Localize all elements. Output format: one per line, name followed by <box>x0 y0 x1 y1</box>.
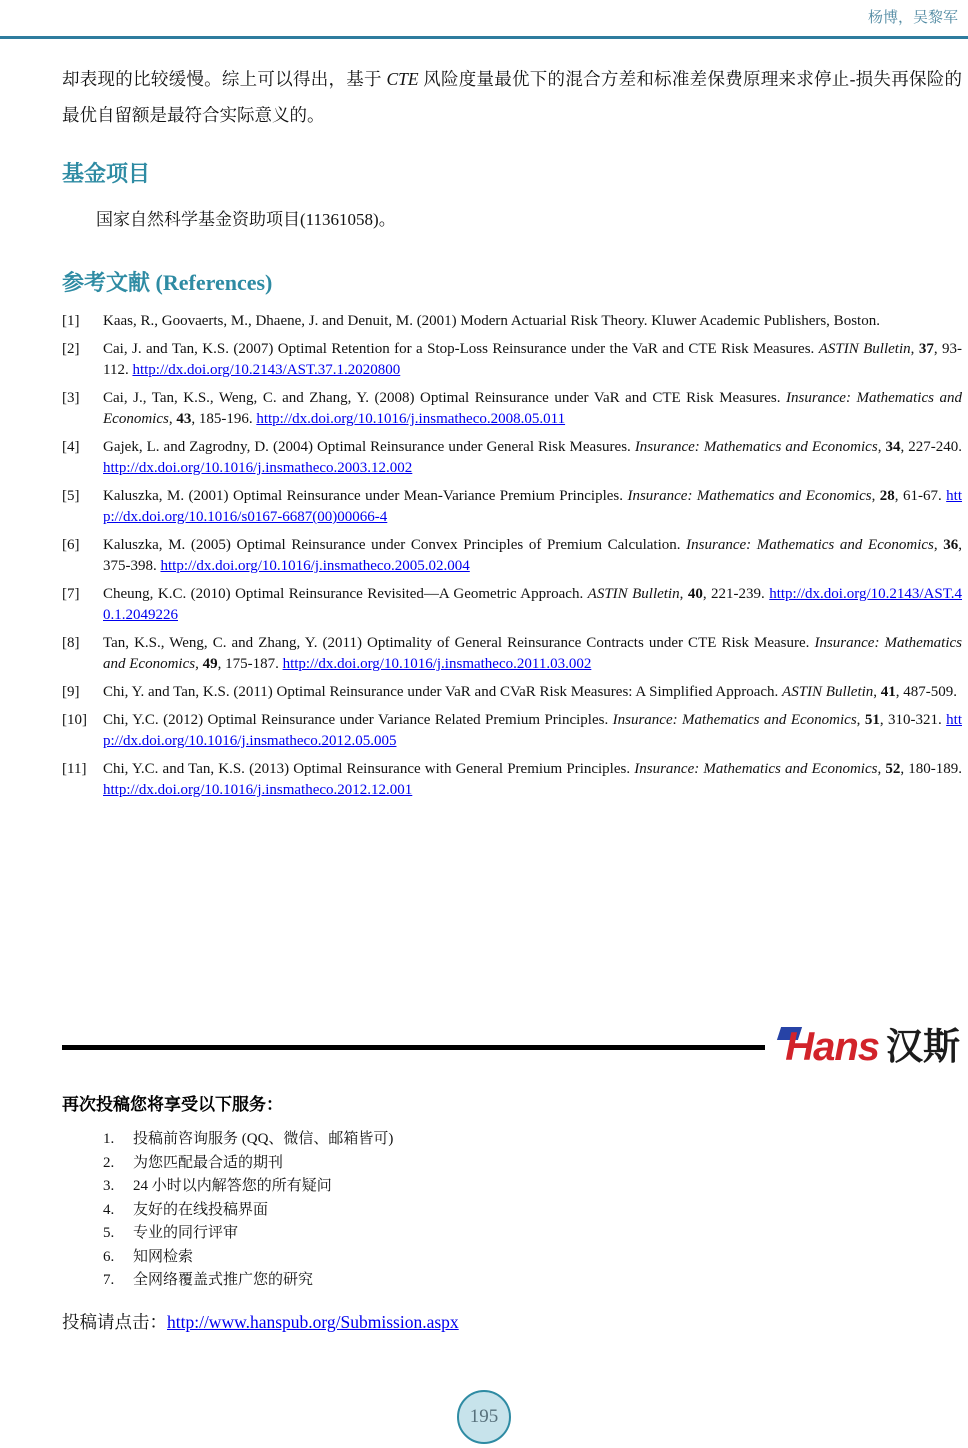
service-item-text: 专业的同行评审 <box>133 1225 239 1241</box>
reference-segment-text: Chi, Y. and Tan, K.S. (2011) Optimal Reinsurance under VaR and CVaR Risk Measures: A Simplified Approach. <box>103 684 783 700</box>
reference-segment-bold: 41 <box>880 684 896 700</box>
reference-segment-text: , 61-67. <box>894 488 947 504</box>
reference-number: [9] <box>62 684 80 700</box>
submission-link[interactable]: http://www.hanspub.org/Submission.aspx <box>167 1311 459 1332</box>
reference-segment-text: , <box>873 684 881 700</box>
reference-text <box>103 339 962 381</box>
reference-segment-text: Cai, J., Tan, K.S., Weng, C. and Zhang, Y. (2008) Optimal Reinsurance under VaR and CTE Risk Measures. <box>103 390 786 406</box>
reference-text <box>103 388 962 430</box>
reference-number: [6] <box>62 537 80 553</box>
reference-segment-text: , 180-189. <box>900 761 963 777</box>
reference-item <box>62 710 962 752</box>
reference-number: [11] <box>62 761 87 777</box>
reference-segment-italic: Insurance: Mathematics and Economics <box>103 390 963 427</box>
reference-segment-text: , 175-187. <box>217 656 283 672</box>
service-item-number: 2. <box>103 1154 115 1171</box>
reference-segment-text: , <box>877 439 886 455</box>
reference-text <box>103 633 962 675</box>
reference-segment-text: , <box>679 586 688 602</box>
service-item <box>62 1128 962 1152</box>
reference-segment-text: , <box>195 656 203 672</box>
service-item-text: 24 小时以内解答您的所有疑问 <box>133 1178 332 1194</box>
reference-segment-text: Chi, Y.C. and Tan, K.S. (2013) Optimal Reinsurance with General Premium Principles. <box>103 761 635 777</box>
reference-segment-italic: Insurance: Mathematics and Economics <box>634 439 878 455</box>
reference-segment-italic: Insurance: Mathematics and Economics <box>627 488 872 504</box>
service-item-number: 6. <box>103 1248 115 1265</box>
reference-doi-link[interactable]: http://dx.doi.org/10.1016/j.insmatheco.2012.12.001 <box>103 782 413 798</box>
reference-segment-text: , 487-509. <box>895 684 958 700</box>
promo-divider-line <box>62 1045 765 1050</box>
reference-segment-italic: Insurance: Mathematics and Economics <box>634 761 878 777</box>
reference-segment-italic: ASTIN Bulletin <box>782 684 874 700</box>
reference-segment-italic: ASTIN Bulletin <box>818 341 911 357</box>
service-item-text: 全网络覆盖式推广您的研究 <box>133 1272 314 1288</box>
hans-logo <box>777 1026 962 1068</box>
reference-item <box>62 633 962 675</box>
service-item <box>62 1222 962 1246</box>
reference-item <box>62 437 962 479</box>
reference-segment-bold: 43 <box>176 411 192 427</box>
reference-text <box>103 535 962 577</box>
reference-segment-text: , 310-321. <box>879 712 947 728</box>
reference-segment-text: Chi, Y.C. (2012) Optimal Reinsurance under Variance Related Premium Principles. <box>103 712 613 728</box>
service-item-number: 7. <box>103 1272 115 1288</box>
reference-segment-text: , 185-196. <box>191 411 257 427</box>
reference-segment-text: , <box>856 712 865 728</box>
reference-segment-bold: 40 <box>687 586 703 602</box>
reference-text <box>103 682 962 703</box>
reference-doi-link[interactable]: http://dx.doi.org/10.1016/j.insmatheco.2008.05.011 <box>256 411 566 427</box>
reference-doi-link[interactable]: http://dx.doi.org/10.1016/j.insmatheco.2003.12.002 <box>103 460 413 476</box>
reference-segment-bold: 28 <box>879 488 895 504</box>
service-item <box>62 1269 962 1293</box>
reference-segment-text: , <box>933 537 944 553</box>
service-item <box>62 1152 962 1176</box>
references-section-heading <box>62 266 962 297</box>
service-item-number: 3. <box>103 1178 115 1194</box>
reference-segment-italic: Insurance: Mathematics and Economics <box>612 712 857 728</box>
reference-number: [8] <box>62 635 80 651</box>
reference-item <box>62 584 962 626</box>
reference-doi-link[interactable]: http://dx.doi.org/10.1016/s0167-6687(00)00066-4 <box>103 488 963 525</box>
reference-segment-text: , 221-239. <box>702 586 770 602</box>
reference-number: [1] <box>62 313 80 329</box>
service-item <box>62 1199 962 1223</box>
reference-doi-link[interactable]: http://dx.doi.org/10.1016/j.insmatheco.2012.05.005 <box>103 712 962 749</box>
reference-doi-link[interactable]: http://dx.doi.org/10.1016/j.insmatheco.2011.03.002 <box>282 656 592 672</box>
reference-segment-italic: Insurance: Mathematics and Economics <box>103 635 962 672</box>
reference-segment-text: , 93-112. <box>103 341 962 378</box>
reference-segment-bold: 36 <box>943 537 959 553</box>
reference-segment-text: Gajek, L. and Zagrodny, D. (2004) Optimal Reinsurance under General Risk Measures. <box>103 439 635 455</box>
reference-segment-text: Kaluszka, M. (2005) Optimal Reinsurance under Convex Principles of Premium Calculation. <box>103 537 687 553</box>
reference-segment-bold: 49 <box>202 656 218 672</box>
reference-text <box>103 486 962 528</box>
reference-text <box>103 710 962 752</box>
reference-segment-text: Tan, K.S., Weng, C. and Zhang, Y. (2011) Optimality of General Reinsurance Contracts under CTE Risk Measure. <box>103 635 815 651</box>
reference-item <box>62 759 962 801</box>
reference-segment-bold: 37 <box>918 341 934 357</box>
reference-segment-text: , 375-398. <box>103 537 963 574</box>
reference-segment-italic: ASTIN Bulletin <box>587 586 680 602</box>
service-item-text: 知网检索 <box>133 1248 194 1265</box>
reference-segment-text: Cai, J. and Tan, K.S. (2007) Optimal Retention for a Stop-Loss Reinsurance under the VaR and CTE Risk Measures. <box>103 341 819 357</box>
funding-text: 国家自然科学基金资助项目(11361058)。 <box>96 210 396 229</box>
reference-segment-bold: 52 <box>885 761 901 777</box>
service-item-number: 5. <box>103 1225 115 1241</box>
service-item-number: 4. <box>103 1201 115 1218</box>
service-item <box>62 1246 962 1270</box>
references-list <box>62 311 962 801</box>
service-item-text: 投稿前咨询服务 (QQ、微信、邮箱皆可) <box>133 1131 394 1147</box>
reference-text <box>103 759 962 801</box>
services-list <box>62 1128 962 1293</box>
reference-text <box>103 584 962 626</box>
reference-doi-link[interactable]: http://dx.doi.org/10.1016/j.insmatheco.2005.02.004 <box>160 558 470 574</box>
services-heading: 再次投稿您将享受以下服务： <box>62 1095 283 1114</box>
reference-number: [3] <box>62 390 80 406</box>
reference-item <box>62 535 962 577</box>
reference-text <box>103 311 962 332</box>
reference-segment-bold: 34 <box>885 439 901 455</box>
reference-segment-italic: Insurance: Mathematics and Economics <box>686 537 934 553</box>
reference-item <box>62 339 962 381</box>
reference-segment-text: , <box>168 411 177 427</box>
reference-item <box>62 682 962 703</box>
service-item-text: 为您匹配最合适的期刊 <box>133 1154 284 1171</box>
reference-segment-text: Cheung, K.C. (2010) Optimal Reinsurance Revisited—A Geometric Approach. <box>103 586 588 602</box>
promo-divider <box>62 1026 962 1068</box>
service-item <box>62 1175 962 1199</box>
reference-item <box>62 388 962 430</box>
reference-number: [7] <box>62 586 80 602</box>
reference-segment-text: Kaluszka, M. (2001) Optimal Reinsurance under Mean-Variance Premium Principles. <box>103 488 628 504</box>
reference-segment-bold: 51 <box>864 712 880 728</box>
header-authors: 杨博，吴黎军 <box>867 10 958 26</box>
service-item-text: 友好的在线投稿界面 <box>133 1201 269 1218</box>
funding-section-heading: 基金项目 <box>62 161 151 186</box>
reference-doi-link[interactable]: http://dx.doi.org/10.2143/AST.37.1.2020800 <box>132 362 401 378</box>
reference-segment-text: , 227-240. <box>900 439 962 455</box>
page-content <box>0 61 968 1334</box>
reference-segment-text: Kaas, R., Goovaerts, M., Dhaene, J. and Denuit, M. (2001) Modern Actuarial Risk Theory. Kluwer Academic Publishers, Boston. <box>103 313 880 329</box>
hans-logo-latin-text: Hans <box>785 1025 879 1069</box>
references-heading-en: (References) <box>150 270 273 295</box>
intro-paragraph <box>62 61 962 133</box>
reference-segment-text: , <box>871 488 880 504</box>
reference-item <box>62 486 962 528</box>
hans-logo-latin-wrap <box>777 1026 879 1068</box>
service-item-number: 1. <box>103 1131 115 1147</box>
page-number-badge: 195 <box>457 1390 511 1444</box>
header-divider-rule <box>0 36 968 39</box>
references-heading-zh: 参考文献 <box>62 270 151 295</box>
intro-italic-term: CTE <box>386 69 419 89</box>
submit-row <box>62 1309 962 1334</box>
reference-number: [5] <box>62 488 80 504</box>
reference-number: [10] <box>62 712 87 728</box>
reference-number: [4] <box>62 439 80 455</box>
intro-text-after: 风险度量最优下的混合方差和标准差保费原理来求停止-损失再保险的最优自留额是最符合实际意义的。 <box>62 69 963 125</box>
reference-doi-link[interactable]: http://dx.doi.org/10.2143/AST.40.1.2049226 <box>103 586 963 623</box>
reference-segment-text: , <box>910 341 919 357</box>
reference-segment-text: , <box>877 761 886 777</box>
submit-label: 投稿请点击： <box>62 1311 167 1332</box>
reference-text <box>103 437 962 479</box>
reference-number: [2] <box>62 341 80 357</box>
hans-logo-cn-text: 汉斯 <box>886 1026 960 1067</box>
reference-item <box>62 311 962 332</box>
intro-text-before: 却表现的比较缓慢。综上可以得出，基于 <box>62 69 387 89</box>
